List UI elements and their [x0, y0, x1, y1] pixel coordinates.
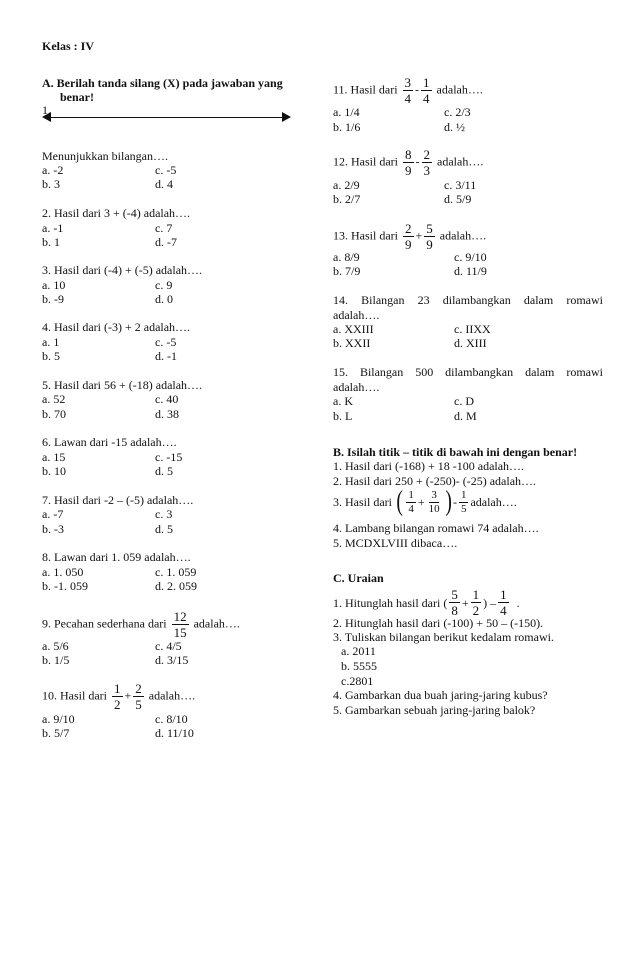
c-q3-a: a. 2011 [341, 644, 376, 658]
q15-option-d[interactable]: d. M [454, 409, 477, 423]
q15-option-c[interactable]: c. D [454, 394, 474, 408]
q8-option-a[interactable]: a. 1. 050 [42, 565, 84, 579]
q15-stem-cont: adalah…. [333, 380, 380, 394]
q8-stem: 8. Lawan dari 1. 059 adalah…. [42, 550, 191, 564]
q7-stem: 7. Hasil dari -2 – (-5) adalah…. [42, 493, 194, 507]
q11-option-c[interactable]: c. 2/3 [444, 105, 471, 119]
q12-option-d[interactable]: d. 5/9 [444, 192, 472, 206]
b-q3: 3. Hasil dari ( $\frac{1}{4}$ + $\frac{3}{10}$ ) - $\frac{1}{5}$ adalah…. [333, 486, 517, 517]
section-a-title-cont: benar! [60, 90, 94, 104]
q9-fraction: $\frac{12}{15}$ [173, 609, 187, 640]
q6-option-c[interactable]: c. -15 [155, 450, 183, 464]
q1-number: 1. [42, 103, 51, 117]
q13-option-d[interactable]: d. 11/9 [454, 264, 487, 278]
q8-option-b[interactable]: b. -1. 059 [42, 579, 88, 593]
arrow-left-icon [42, 112, 51, 122]
q14-option-c[interactable]: c. IIXX [454, 322, 491, 336]
q12-option-a[interactable]: a. 2/9 [333, 178, 360, 192]
q4-option-a[interactable]: a. 1 [42, 335, 60, 349]
q9-option-d[interactable]: d. 3/15 [155, 653, 189, 667]
q2-option-c[interactable]: c. 7 [155, 221, 173, 235]
q10-stem: 10. Hasil dari $\frac{1}{2}$ + $\frac{2}{5}$ adalah…. [42, 681, 196, 712]
q8-option-d[interactable]: d. 2. 059 [155, 579, 197, 593]
q10-option-d[interactable]: d. 11/10 [155, 726, 194, 740]
q10-option-a[interactable]: a. 9/10 [42, 712, 75, 726]
q13-stem: 13. Hasil dari $\frac{2}{9}$ + $\frac{5}{9}$ adalah…. [333, 221, 487, 252]
q9-option-a[interactable]: a. 5/6 [42, 639, 69, 653]
q1-option-a[interactable]: a. -2 [42, 163, 64, 177]
q4-stem: 4. Hasil dari (-3) + 2 adalah…. [42, 320, 191, 334]
q13-option-a[interactable]: a. 8/9 [333, 250, 360, 264]
q5-option-d[interactable]: d. 38 [155, 407, 179, 421]
q1-option-c[interactable]: c. -5 [155, 163, 177, 177]
q1-option-b[interactable]: b. 3 [42, 177, 60, 191]
q4-option-b[interactable]: b. 5 [42, 349, 60, 363]
q6-option-a[interactable]: a. 15 [42, 450, 66, 464]
q15-option-a[interactable]: a. K [333, 394, 353, 408]
q12-option-c[interactable]: c. 3/11 [444, 178, 477, 192]
q13-option-c[interactable]: c. 9/10 [454, 250, 487, 264]
q8-option-c[interactable]: c. 1. 059 [155, 565, 197, 579]
q11-option-d[interactable]: d. ½ [444, 120, 465, 134]
c-q5: 5. Gambarkan sebuah jaring-jaring balok? [333, 703, 536, 717]
q12-stem: 12. Hasil dari $\frac{8}{9}$ - $\frac{2}{3}$ adalah…. [333, 147, 484, 178]
q3-option-d[interactable]: d. 0 [155, 292, 173, 306]
q3-option-c[interactable]: c. 9 [155, 278, 173, 292]
section-c-title: C. Uraian [333, 571, 384, 585]
q3-option-a[interactable]: a. 10 [42, 278, 66, 292]
c-q3: 3. Tuliskan bilangan berikut kedalam romawi. [333, 630, 554, 644]
class-label: Kelas : IV [42, 39, 94, 53]
q14-option-b[interactable]: b. XXII [333, 336, 371, 350]
q14-option-d[interactable]: d. XIII [454, 336, 487, 350]
q12-option-b[interactable]: b. 2/7 [333, 192, 361, 206]
q11-option-a[interactable]: a. 1/4 [333, 105, 360, 119]
q11-option-b[interactable]: b. 1/6 [333, 120, 361, 134]
q4-option-d[interactable]: d. -1 [155, 349, 177, 363]
q9-option-c[interactable]: c. 4/5 [155, 639, 182, 653]
q4-option-c[interactable]: c. -5 [155, 335, 177, 349]
q11-stem: 11. Hasil dari $\frac{3}{4}$ - $\frac{1}{4}$ adalah…. [333, 75, 483, 106]
q7-option-c[interactable]: c. 3 [155, 507, 173, 521]
q1-option-d[interactable]: d. 4 [155, 177, 173, 191]
q15-stem: 15. Bilangan 500 dilambangkan dalam romawi [333, 365, 603, 379]
q7-option-d[interactable]: d. 5 [155, 522, 173, 536]
c-q2: 2. Hitunglah hasil dari (-100) + 50 – (-150). [333, 616, 544, 630]
b-q5: 5. MCDXLVIII dibaca…. [333, 536, 458, 550]
q1-stem: Menunjukkan bilangan…. [42, 149, 168, 163]
b-q1: 1. Hasil dari (-168) + 18 -100 adalah…. [333, 459, 525, 473]
b-q2: 2. Hasil dari 250 + (-250)- (-25) adalah…. [333, 474, 537, 488]
q3-option-b[interactable]: b. -9 [42, 292, 64, 306]
q7-option-b[interactable]: b. -3 [42, 522, 64, 536]
section-b-title: B. Isilah titik – titik di bawah ini dengan benar! [333, 445, 578, 459]
q6-option-d[interactable]: d. 5 [155, 464, 173, 478]
c-q3-c: c.2801 [341, 674, 374, 688]
q13-option-b[interactable]: b. 7/9 [333, 264, 361, 278]
q14-stem-cont: adalah…. [333, 308, 380, 322]
arrow-right-icon [282, 112, 291, 122]
q2-stem: 2. Hasil dari 3 + (-4) adalah…. [42, 206, 191, 220]
q5-stem: 5. Hasil dari 56 + (-18) adalah…. [42, 378, 203, 392]
q3-stem: 3. Hasil dari (-4) + (-5) adalah…. [42, 263, 203, 277]
q2-option-a[interactable]: a. -1 [42, 221, 64, 235]
q5-option-c[interactable]: c. 40 [155, 392, 179, 406]
q10-option-b[interactable]: b. 5/7 [42, 726, 70, 740]
q6-stem: 6. Lawan dari -15 adalah…. [42, 435, 177, 449]
b-q4: 4. Lambang bilangan romawi 74 adalah…. [333, 521, 539, 535]
q15-option-b[interactable]: b. L [333, 409, 353, 423]
q14-option-a[interactable]: a. XXIII [333, 322, 374, 336]
section-a-title: A. Berilah tanda silang (X) pada jawaban yang [42, 76, 283, 90]
q9-option-b[interactable]: b. 1/5 [42, 653, 70, 667]
c-q4: 4. Gambarkan dua buah jaring-jaring kubus? [333, 688, 548, 702]
q14-stem: 14. Bilangan 23 dilambangkan dalam romawi [333, 293, 603, 307]
q7-option-a[interactable]: a. -7 [42, 507, 64, 521]
q10-option-c[interactable]: c. 8/10 [155, 712, 188, 726]
q2-option-d[interactable]: d. -7 [155, 235, 177, 249]
q6-option-b[interactable]: b. 10 [42, 464, 66, 478]
q9-stem: 9. Pecahan sederhana dari $\frac{12}{15}$ adalah…. [42, 609, 240, 640]
q5-option-b[interactable]: b. 70 [42, 407, 66, 421]
q5-option-a[interactable]: a. 52 [42, 392, 66, 406]
q2-option-b[interactable]: b. 1 [42, 235, 60, 249]
c-q1: 1. Hitunglah hasil dari ( $\frac{5}{8}$ + $\frac{1}{2}$ ) – $\frac{1}{4}$ . [333, 587, 520, 618]
c-q3-b: b. 5555 [341, 659, 377, 673]
